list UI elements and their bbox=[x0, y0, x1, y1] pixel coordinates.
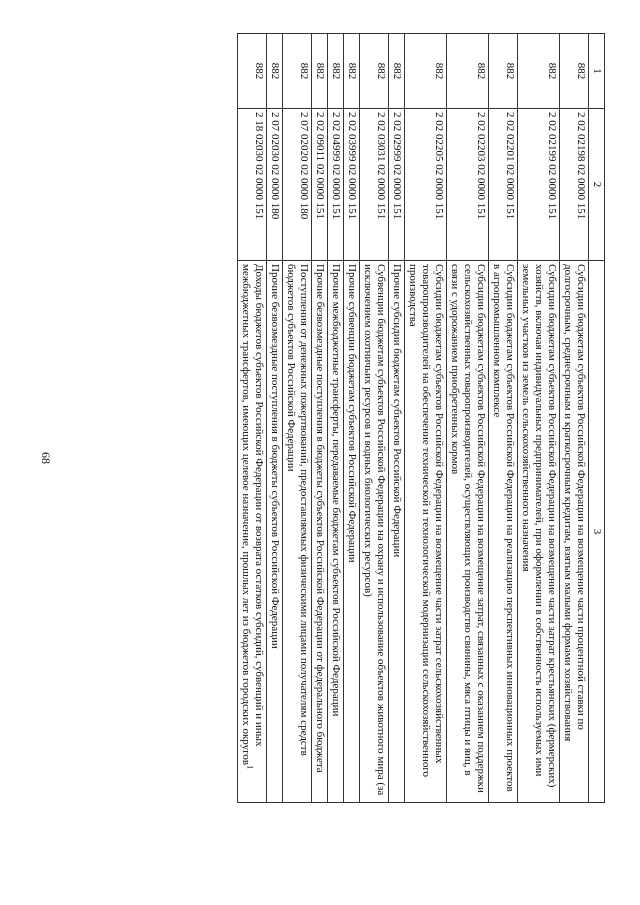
kbk-code-cell: 2 02 03031 02 0000 151 bbox=[360, 109, 389, 261]
admin-code-cell: 882 bbox=[489, 34, 518, 109]
table-row bbox=[328, 34, 344, 803]
admin-code-cell: 882 bbox=[344, 34, 360, 109]
income-name-cell: Субсидии бюджетам субъектов Российской Федерации на возмещение части затрат крестьянских (фермерских) хозяйств, включая индивидуальных предпринимателей, при оформлении в собственность используемых ими земельных участков из земель сельскохозяйственного назначения bbox=[518, 261, 560, 803]
kbk-code-cell: 2 02 03999 02 0000 151 bbox=[344, 109, 360, 261]
rotated-table-container bbox=[83, 33, 605, 803]
kbk-code-cell: 2 18 02030 02 0000 151 bbox=[238, 109, 267, 261]
table-row bbox=[518, 34, 560, 803]
column-header-2: 2 bbox=[589, 109, 605, 261]
income-name-cell: Поступления от денежных пожертвований, предоставляемых физическими лицами получателям средств бюджетов субъектов Российской Федерации bbox=[283, 261, 312, 803]
admin-code-cell: 882 bbox=[267, 34, 283, 109]
kbk-code-cell: 2 02 04999 02 0000 151 bbox=[328, 109, 344, 261]
kbk-code-cell: 2 07 02030 02 0000 180 bbox=[267, 109, 283, 261]
kbk-code-cell: 2 07 02020 02 0000 180 bbox=[283, 109, 312, 261]
admin-code-cell: 882 bbox=[312, 34, 328, 109]
admin-code-cell: 882 bbox=[238, 34, 267, 109]
admin-code-cell: 882 bbox=[405, 34, 447, 109]
kbk-code-cell: 2 02 02205 02 0000 151 bbox=[405, 109, 447, 261]
income-name-cell: Субсидии бюджетам субъектов Российской Федерации на реализацию перспективных инновационных проектов в агропромышленном комплексе bbox=[489, 261, 518, 803]
table-row bbox=[238, 34, 267, 803]
table-row bbox=[447, 34, 489, 803]
kbk-code-cell: 2 02 02201 02 0000 151 bbox=[489, 109, 518, 261]
income-name-cell: Субвенции бюджетам субъектов Российской Федерации на охрану и использование объектов животного мира (за исключением охотничьих ресурсов и водных биологических ресурсов) bbox=[360, 261, 389, 803]
kbk-code-cell: 2 02 09011 02 0000 151 bbox=[312, 109, 328, 261]
table-row bbox=[389, 34, 405, 803]
admin-code-cell: 882 bbox=[447, 34, 489, 109]
income-name-cell: Субсидии бюджетам субъектов Российской Федерации на возмещение части затрат сельскохозяйственных товаропроизводителей на обеспечение технической и технологической модернизации сельскохозяйственного производства bbox=[405, 261, 447, 803]
income-name-cell: Субсидии бюджетам субъектов Российской Федерации на возмещение затрат, связанных с оказанием поддержки сельскохозяйственных товаропроизводителей, осуществляющих производство свинины, мяса птицы и яиц, в связи с удорожанием приобретенных кормов bbox=[447, 261, 489, 803]
income-name-text: Доходы бюджетов субъектов Российской Федерации от возврата остатков субсидий, субвенций и иных межбюджетных трансфертов, имеющих целевое назначение, прошлых лет из бюджетов городских округов bbox=[240, 264, 265, 766]
admin-code-cell: 882 bbox=[560, 34, 589, 109]
kbk-code-cell: 2 02 02203 02 0000 151 bbox=[447, 109, 489, 261]
kbk-code-cell: 2 02 02199 02 0000 151 bbox=[518, 109, 560, 261]
column-header-3: 3 bbox=[589, 261, 605, 803]
table-row bbox=[267, 34, 283, 803]
table-row bbox=[312, 34, 328, 803]
admin-code-cell: 882 bbox=[328, 34, 344, 109]
budget-classification-table bbox=[237, 33, 605, 803]
column-header-1: 1 bbox=[589, 34, 605, 109]
kbk-code-cell: 2 02 02999 02 0000 151 bbox=[389, 109, 405, 261]
income-name-cell: Прочие безвозмездные поступления в бюджеты субъектов Российской Федерации bbox=[267, 261, 283, 803]
income-name-cell: Прочие межбюджетные трансферты, передаваемые бюджетам субъектов Российской Федерации bbox=[328, 261, 344, 803]
table-row bbox=[344, 34, 360, 803]
table-header-row bbox=[589, 34, 605, 803]
admin-code-cell: 882 bbox=[389, 34, 405, 109]
kbk-code-cell: 2 02 02198 02 0000 151 bbox=[560, 109, 589, 261]
table-row bbox=[560, 34, 589, 803]
footnote-marker: 1 bbox=[245, 765, 255, 770]
income-name-cell: Прочие субсидии бюджетам субъектов Российской Федерации bbox=[389, 261, 405, 803]
income-name-cell bbox=[238, 261, 267, 803]
page-number: 68 bbox=[39, 452, 53, 464]
table-row bbox=[405, 34, 447, 803]
table-row bbox=[360, 34, 389, 803]
income-name-cell: Прочие субвенции бюджетам субъектов Российской Федерации bbox=[344, 261, 360, 803]
table-row bbox=[283, 34, 312, 803]
admin-code-cell: 882 bbox=[518, 34, 560, 109]
income-name-cell: Прочие безвозмездные поступления в бюджеты субъектов Российской Федерации от федерального бюджета bbox=[312, 261, 328, 803]
income-name-cell: Субсидии бюджетам субъектов Российской Федерации на возмещение части процентной ставки по долгосрочным, среднесрочным и краткосрочным кредитам, взятым малыми формами хозяйствования bbox=[560, 261, 589, 803]
admin-code-cell: 882 bbox=[283, 34, 312, 109]
admin-code-cell: 882 bbox=[360, 34, 389, 109]
table-row bbox=[489, 34, 518, 803]
